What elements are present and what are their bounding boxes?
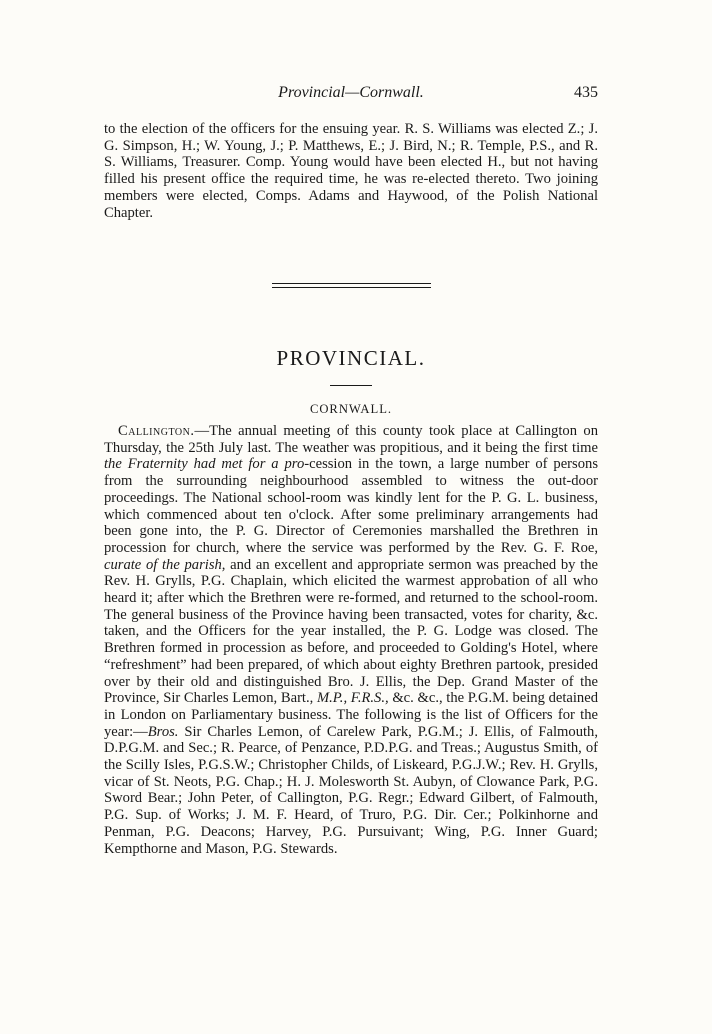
report-text-2: cession in the town, a large number of persons from the surrounding neighbourhood assembled to witness the out-door proceedings. The National school-room was kindly lent for the P. G. L. business, which commenced about ten o'clock. After some preliminary arrangements had been gone into, the P. G. Director of Ceremonies marshalled the Brethren in procession for church, where the service was performed by the Rev. G. F. Roe, bbox=[104, 456, 598, 556]
page-number: 435 bbox=[574, 84, 598, 101]
subsection-title: CORNWALL. bbox=[309, 402, 393, 416]
title-rule bbox=[330, 385, 372, 386]
report-italic-3: M.P., F.R.S., bbox=[316, 690, 389, 707]
report-text-5: Sir Charles Lemon, of Carelew Park, P.G.M.; J. Ellis, of Falmouth, D.P.G.M. and Sec.; R. Pearce, of Penzance, P.D.P.G. and Treas.; Augustus Smith, of the Scilly Isles, P.G.S.W.; Christopher Childs, of Liskeard, P.G.J.W.; Rev. H. Grylls, vicar of St. Neots, P.G. Chap.; H. J. Molesworth St. Aubyn, of Clowance Park, P.G. Sword Bear.; John Peter, of Callington, P.G. Regr.; Edward Gilbert, of Falmouth, P.G. Sup. of Works; J. M. F. Heard, of Truro, P.G. Dir. Cer.; Polkinhorne and Penman, P.G. Deacons; Harvey, P.G. Pursuivant; Wing, P.G. Inner Guard; Kempthorne and Mason, P.G. Stewards. bbox=[104, 723, 598, 857]
report-text-1: —The annual meeting of this county took place at Callington on Thursday, the 25th July last. The weather was propitious, and it being the first time bbox=[104, 423, 598, 456]
continued-paragraph: to the election of the officers for the ensuing year. R. S. Williams was elected Z.; J. G. Simpson, H.; W. Young, J.; P. Matthews, E.; J. Bird, N.; R. Temple, P.S., and R. S. Williams, Treasurer. Comp. Young would have been elected H., but not having filled his present office the required time, he was re-elected thereto. Two joining members were elected, Comps. Adams and Haywood, of the Polish National Chapter. bbox=[104, 121, 598, 221]
report-italic-2: curate of the parish, bbox=[104, 556, 226, 573]
page-header bbox=[104, 84, 598, 106]
report-paragraph bbox=[104, 423, 598, 857]
report-text-4: &c. &c., the P.G.M. being detained in London on Parliamentary business. The following is the list of Officers for the year:— bbox=[104, 690, 598, 740]
place-lead: Callington. bbox=[118, 423, 195, 439]
running-title: Provincial—Cornwall. bbox=[278, 84, 424, 101]
report-italic-4: Bros. bbox=[147, 723, 179, 740]
report-italic-1: the Fraternity had met for a pro- bbox=[104, 456, 310, 473]
section-title: PROVINCIAL. bbox=[276, 346, 426, 370]
section-divider bbox=[272, 283, 431, 288]
report-text-3: and an excellent and appropriate sermon was preached by the Rev. H. Grylls, P.G. Chaplain, which elicited the warmest approbation of all who heard it; after which the Brethren were re-formed, and returned to the school-room. The general business of the Province having been transacted, votes for charity, &c. taken, and the Officers for the year installed, the P. G. Lodge was closed. The Brethren formed in procession as before, and proceeded to Golding's Hotel, where “refreshment” had been prepared, of which about eighty Brethren partook, presided over by their old and distinguished Bro. J. Ellis, the Dep. Grand Master of the Province, Sir Charles Lemon, Bart., bbox=[104, 556, 598, 707]
